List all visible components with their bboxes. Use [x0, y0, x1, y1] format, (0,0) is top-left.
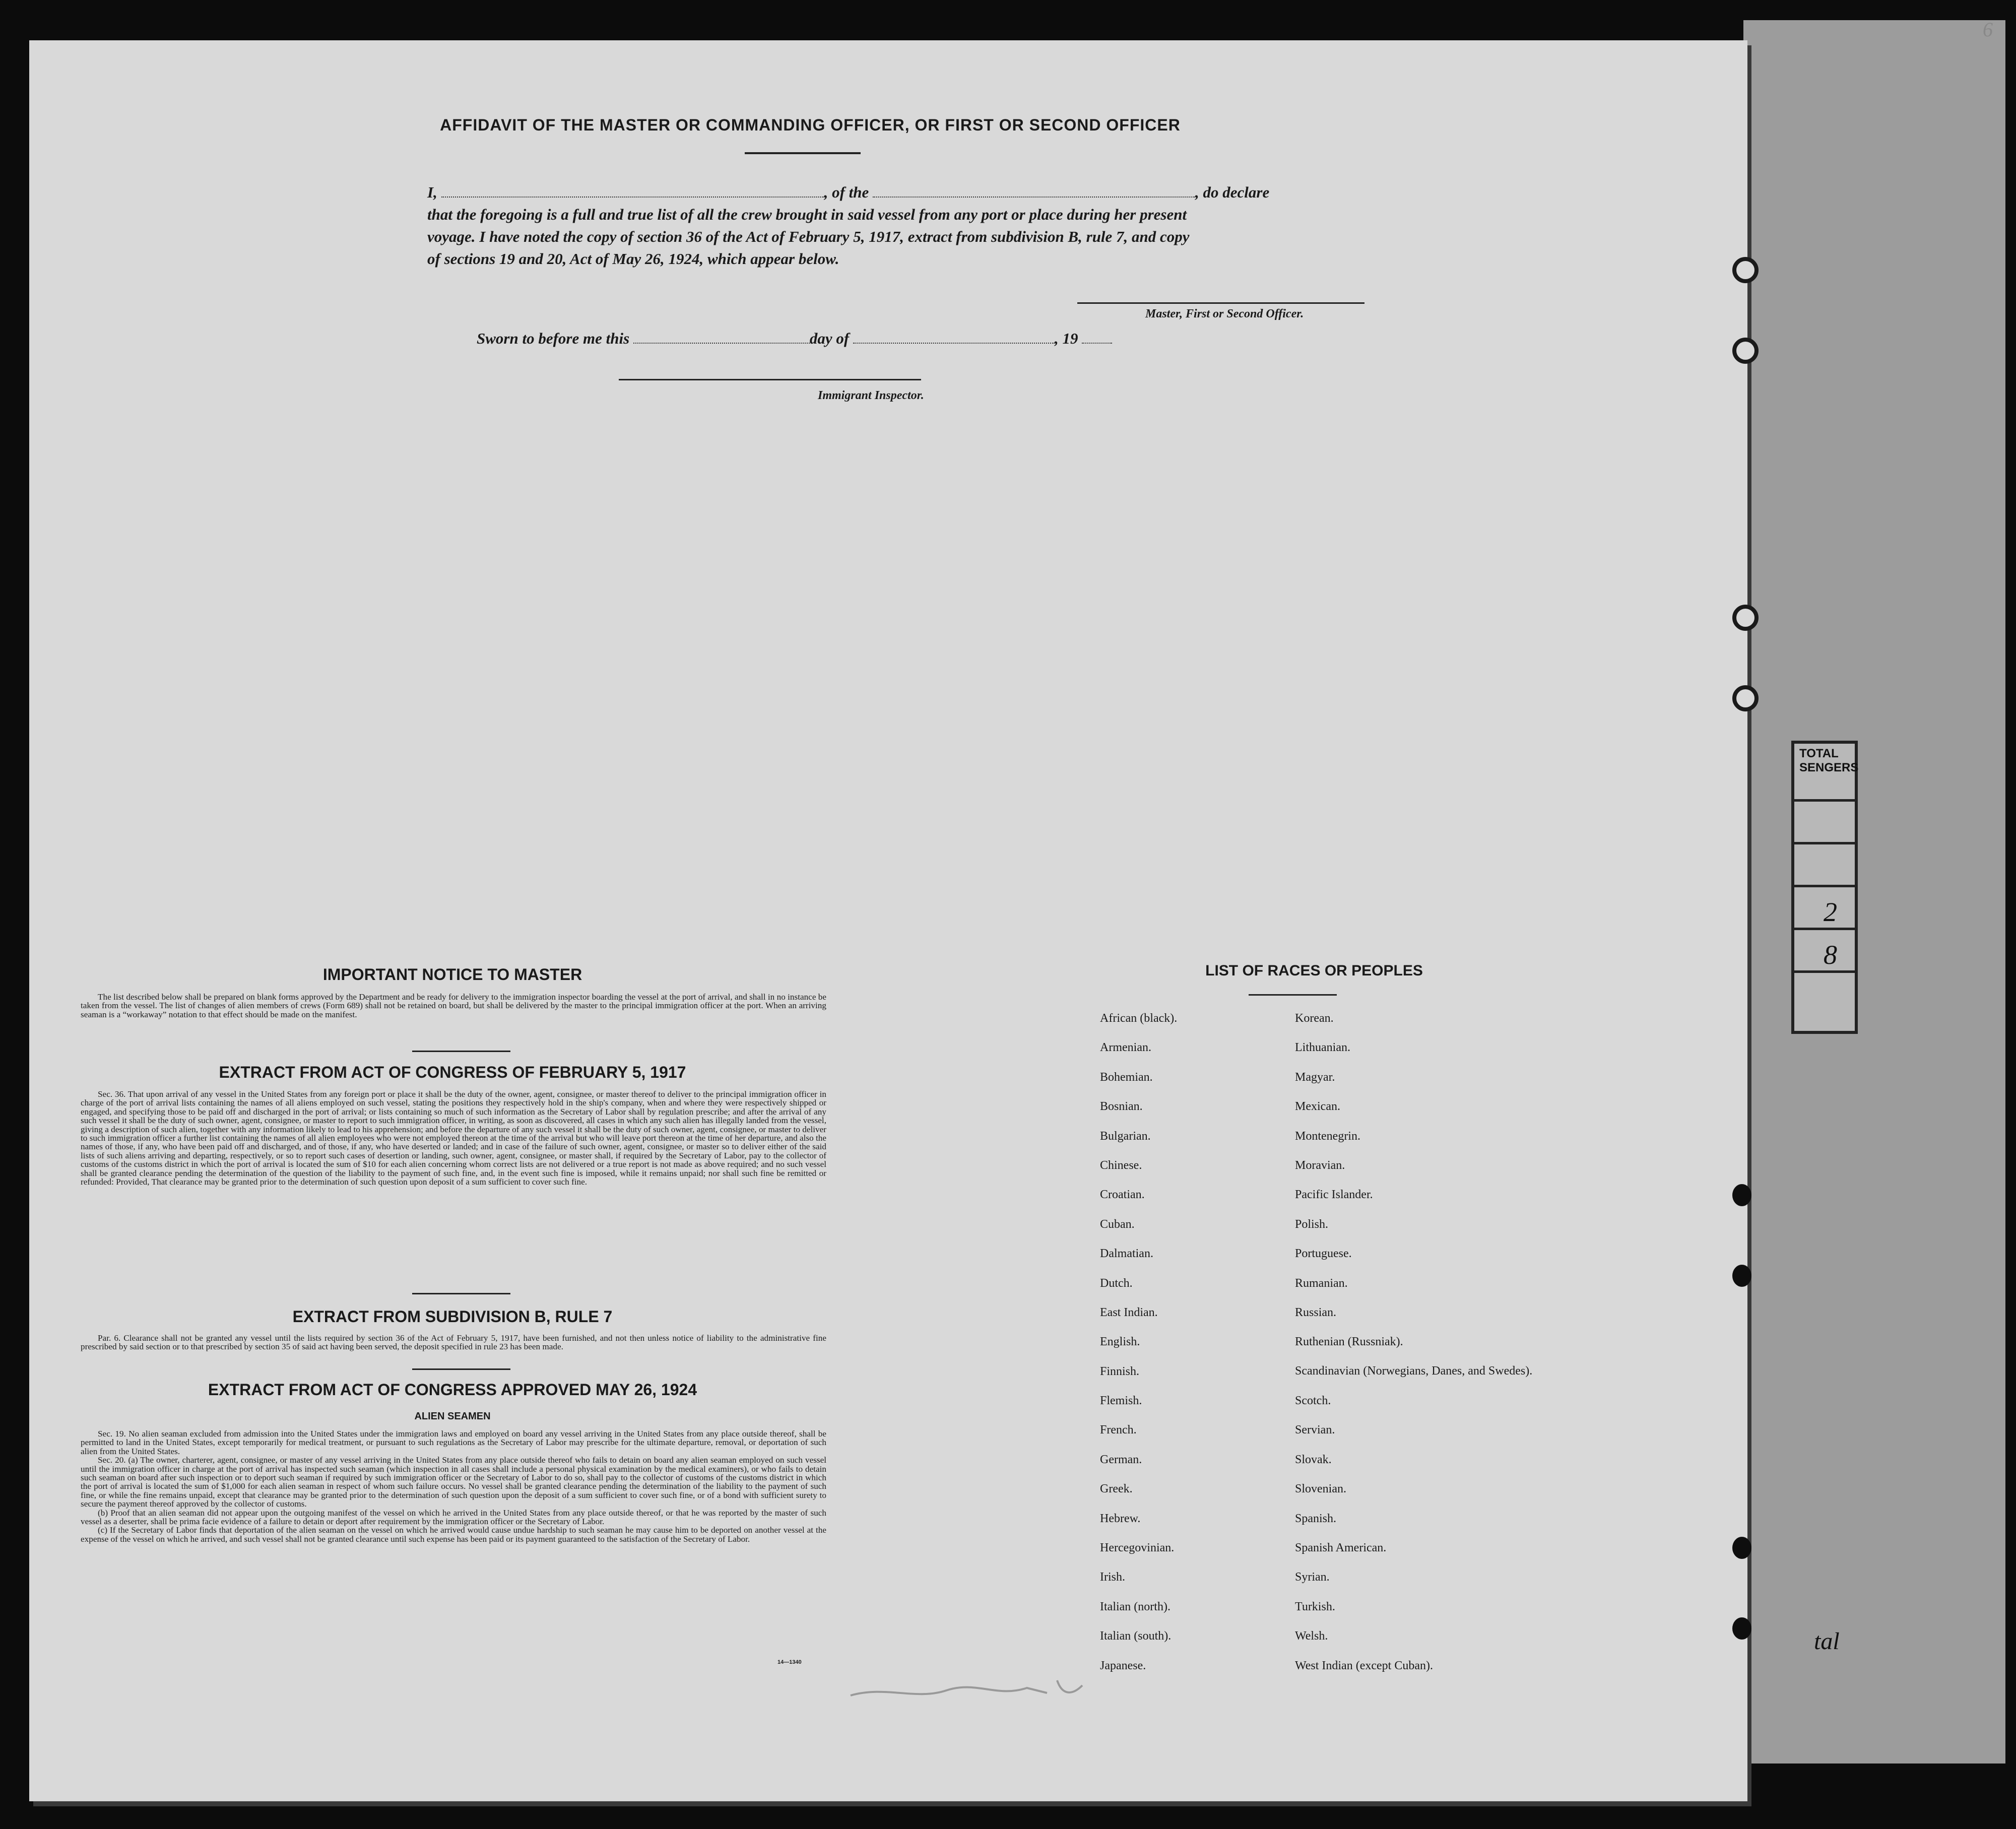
punch-hole-3: [1732, 1537, 1751, 1559]
section-20b-paragraph: (b) Proof that an alien seaman did not appear upon the outgoing manifest of the vessel on which he arrived in the United States from any place outside thereof, or that he was reported by the master of such vessel as a deserter, shall be prima facie evidence of a failure to detain or deport after requirement by the immigration officer or the Secretary of Labor.: [81, 1508, 826, 1527]
race-item: Mexican.: [1295, 1100, 1340, 1114]
race-item: Flemish.: [1100, 1394, 1142, 1408]
binder-ring-3: [1732, 605, 1759, 631]
race-item: Korean.: [1295, 1012, 1334, 1025]
race-item: Dutch.: [1100, 1276, 1133, 1290]
divider-1: [412, 1051, 510, 1052]
inspector-signature-label: Immigrant Inspector.: [818, 389, 924, 402]
declare-text: , do declare: [1195, 183, 1270, 201]
race-item: Greek.: [1100, 1482, 1133, 1496]
race-item: Armenian.: [1100, 1041, 1151, 1055]
affidavit-line-1: [427, 181, 1430, 204]
race-item: Scandinavian (Norwegians, Danes, and Swedes).: [1295, 1364, 1533, 1378]
background-total-mark: tal: [1814, 1628, 1840, 1655]
race-item: Montenegrin.: [1295, 1129, 1360, 1143]
races-right-column: [1295, 1012, 1577, 1688]
race-item: East Indian.: [1100, 1305, 1158, 1319]
background-manifest-sheet: [1743, 20, 2005, 1763]
signature-scrawl: [846, 1675, 1087, 1706]
sworn-prefix: Sworn to before me this: [477, 330, 630, 347]
title-underline: [745, 152, 861, 154]
race-item: Bulgarian.: [1100, 1129, 1151, 1143]
race-item: Portuguese.: [1295, 1247, 1352, 1261]
race-item: Bohemian.: [1100, 1070, 1153, 1084]
divider-2: [412, 1293, 510, 1294]
race-item: Bosnian.: [1100, 1100, 1143, 1114]
race-item: Syrian.: [1295, 1571, 1330, 1584]
section-20a-paragraph: Sec. 20. (a) The owner, charterer, agent, consignee, or master of any vessel arriving in the United States from any place outside thereof who fails to detain on board any alien seaman employed on such vessel until the immigration officer in charge at the port of arrival has inspected such seaman (which inspection in all cases shall include a personal physical examination by the medical examiners), or who fails to detain such seaman on board after such inspection or to deport such seaman if required by such immigration officer or the Secretary of Labor to do so, shall pay to the collector of customs of the customs district in which the port of arrival is located the sum of $1,000 for each alien seaman in respect of whom such failure occurs. No vessel shall be granted clearance pending the determination of the liability to the payment of such fine, or while the fine remains unpaid, except that clearance may be granted prior to the determination of such question upon the deposit of a sum sufficient to cover such fine, or of a bond with sufficient surety to secure the payment thereof approved by the collector of customs.: [81, 1455, 826, 1509]
race-item: German.: [1100, 1453, 1142, 1466]
race-item: Moravian.: [1295, 1158, 1345, 1172]
race-item: Ruthenian (Russniak).: [1295, 1335, 1403, 1349]
race-item: Welsh.: [1295, 1629, 1328, 1643]
vessel-name-blank[interactable]: [873, 197, 1195, 198]
extract-1924-text: [81, 1429, 826, 1543]
extract-1924-title: EXTRACT FROM ACT OF CONGRESS APPROVED MAY 26, 1924: [208, 1381, 697, 1399]
extract-rule7-title: EXTRACT FROM SUBDIVISION B, RULE 7: [292, 1308, 613, 1326]
binder-ring-1: [1732, 257, 1759, 283]
race-item: Rumanian.: [1295, 1276, 1348, 1290]
sworn-month-blank[interactable]: [853, 343, 1055, 344]
affidavit-title: AFFIDAVIT OF THE MASTER OR COMMANDING OFFICER, OR FIRST OR SECOND OFFICER: [440, 116, 1181, 134]
background-mark-2: 8: [1824, 940, 1837, 970]
race-item: Finnish.: [1100, 1364, 1140, 1378]
race-item: English.: [1100, 1335, 1140, 1349]
punch-hole-2: [1732, 1265, 1751, 1287]
punch-hole-4: [1732, 1617, 1751, 1640]
crew-manifest-page: [29, 40, 1747, 1801]
race-item: African (black).: [1100, 1012, 1178, 1025]
notice-paragraph: The list described below shall be prepared on blank forms approved by the Department and be ready for delivery to the immigration inspector boarding the vessel at the port of arrival, and shall in no instance be taken from the vessel. The list of changes of alien members of crews (Form 689) shall not be retained on board, but shall be delivered by the master to the principal immigration officer at the port. When an arriving seaman is a “workaway” notation to that effect should be made on the manifest.: [81, 992, 826, 1019]
background-mark-1: 2: [1824, 897, 1837, 927]
race-item: Spanish American.: [1295, 1541, 1387, 1555]
binder-ring-2: [1732, 338, 1759, 364]
background-passenger-total-box: [1791, 741, 1858, 1034]
form-code: 14—1340: [777, 1659, 802, 1665]
master-signature-line[interactable]: [1077, 302, 1364, 304]
race-item: Slovenian.: [1295, 1482, 1346, 1496]
affidavit-line-2: that the foregoing is a full and true list of all the crew brought in said vessel from any port or place during her present: [427, 206, 1187, 223]
race-item: Irish.: [1100, 1571, 1125, 1584]
race-item: Lithuanian.: [1295, 1041, 1350, 1055]
declarant-prefix: I,: [427, 183, 437, 201]
extract-1917-title: EXTRACT FROM ACT OF CONGRESS OF FEBRUARY 5, 1917: [219, 1063, 686, 1081]
race-item: Polish.: [1295, 1217, 1329, 1231]
sworn-day-text: day of: [809, 330, 850, 347]
race-item: Italian (south).: [1100, 1629, 1172, 1643]
section-36-paragraph: Sec. 36. That upon arrival of any vessel in the United States from any foreign port or place it shall be the duty of the owner, agent, consignee, or master thereof to deliver to the principal immigration officer in charge of the port of arrival lists containing the names of all aliens employed on such vessel, stating the positions they respectively hold in the ship's company, when and where they were respectively shipped or engaged, and specifying those to be paid off and discharged in the port of arrival; or lists containing so much of such information as the Secretary of Labor shall by regulation prescribe; and after the arrival of any such vessel it shall be the duty of such owner, agent, consignee, or master to report to such immigration officer, in writing, as soon as discovered, all cases in which any such alien has illegally landed from the vessel, giving a description of such alien, together with any information likely to lead to his apprehension; and before the departure of any such vessel it shall be the duty of such owner, agent, consignee, or master to deliver to such immigration officer a further list containing the names of all alien employees who were not employed thereon at the time of the arrival but who will leave port thereon at the time of her departure, and also the names of those, if any, who have been paid off and discharged, and of those, if any, who have deserted or landed; and in case of the failure of such owner, agent, consignee, or master so to deliver either of the said lists of such aliens arriving and departing, respectively, or so to report such cases of desertion or landing, such owner, agent, consignee, or master shall, if required by the Secretary of Labor, pay to the collector of customs of the customs district in which the port of arrival is located the sum of $10 for each alien concerning whom correct lists are not delivered or a true report is not made as above required; and no such vessel shall be granted clearance pending the determination of the question of the liability to the payment of such fine, and, in the event such fine is imposed, while it remains unpaid; nor shall such fine be remitted or refunded: Provided, That clearance may be granted prior to the determination of such question upon deposit of a sum sufficient to cover such fine.: [81, 1089, 826, 1187]
sworn-day-blank[interactable]: [633, 343, 810, 344]
par-6-paragraph: Par. 6. Clearance shall not be granted any vessel until the lists required by section 36 of the Act of February 5, 1917, have been furnished, and not then unless notice of liability to the administrative fine prescribed by said section or to that prescribed by section 35 of said act having been served, the deposit specified in rule 23 has been made.: [81, 1333, 826, 1352]
race-item: Croatian.: [1100, 1188, 1145, 1202]
declarant-name-blank[interactable]: [441, 197, 824, 198]
sworn-year-text: , 19: [1055, 330, 1078, 347]
alien-seamen-subtitle: ALIEN SEAMEN: [414, 1411, 491, 1422]
section-19-paragraph: Sec. 19. No alien seaman excluded from admission into the United States under the immigration laws and employed on board any vessel arriving in the United States from any place outside thereof, shall be permitted to land in the United States, except temporarily for medical treatment, or pursuant to such regulations as the Secretary of Labor may prescribe for the ultimate departure, removal, or deportation of such alien from the United States.: [81, 1429, 826, 1456]
race-item: Russian.: [1295, 1305, 1337, 1319]
notice-title: IMPORTANT NOTICE TO MASTER: [322, 965, 582, 984]
race-item: Dalmatian.: [1100, 1247, 1153, 1261]
race-item: Spanish.: [1295, 1512, 1337, 1525]
race-item: Chinese.: [1100, 1158, 1142, 1172]
race-item: French.: [1100, 1423, 1137, 1437]
sworn-line: [477, 328, 1479, 350]
sworn-year-blank[interactable]: [1082, 343, 1112, 344]
master-signature-label: Master, First or Second Officer.: [1145, 307, 1304, 320]
notice-text: [81, 993, 826, 1019]
race-item: Slovak.: [1295, 1453, 1332, 1466]
vessel-prefix: , of the: [824, 183, 869, 201]
race-item: Scotch.: [1295, 1394, 1331, 1408]
races-title: LIST OF RACES OR PEOPLES: [1205, 962, 1423, 979]
race-item: Italian (north).: [1100, 1600, 1170, 1613]
extract-rule7-text: [81, 1334, 826, 1351]
race-item: Japanese.: [1100, 1659, 1146, 1672]
races-title-underline: [1249, 994, 1337, 996]
binder-ring-4: [1732, 685, 1759, 711]
race-item: Magyar.: [1295, 1070, 1335, 1084]
inspector-signature-line[interactable]: [619, 379, 921, 380]
divider-3: [412, 1368, 510, 1370]
race-item: Hercegovinian.: [1100, 1541, 1175, 1555]
race-item: Turkish.: [1295, 1600, 1335, 1613]
race-item: Servian.: [1295, 1423, 1335, 1437]
race-item: Hebrew.: [1100, 1512, 1141, 1525]
background-total-header: TOTAL SENGERS: [1799, 747, 1859, 774]
race-item: West Indian (except Cuban).: [1295, 1659, 1433, 1672]
affidavit-line-4: of sections 19 and 20, Act of May 26, 1924, which appear below.: [427, 250, 839, 268]
page-number: 6: [1983, 18, 1993, 41]
race-item: Pacific Islander.: [1295, 1188, 1373, 1202]
punch-hole-1: [1732, 1184, 1751, 1206]
race-item: Cuban.: [1100, 1217, 1135, 1231]
section-20c-paragraph: (c) If the Secretary of Labor finds that deportation of the alien seaman on the vessel on which he arrived would cause undue hardship to such seaman he may cause him to be deported on another vessel at the expense of the vessel on which he arrived, and such vessel shall not be granted clearance until such expense has been paid or its payment guaranteed to the satisfaction of the Secretary of Labor.: [81, 1525, 826, 1544]
affidavit-line-3: voyage. I have noted the copy of section 36 of the Act of February 5, 1917, extract from subdivision B, rule 7, and copy: [427, 228, 1190, 245]
races-left-column: [1100, 1012, 1291, 1688]
extract-1917-text: [81, 1090, 826, 1186]
